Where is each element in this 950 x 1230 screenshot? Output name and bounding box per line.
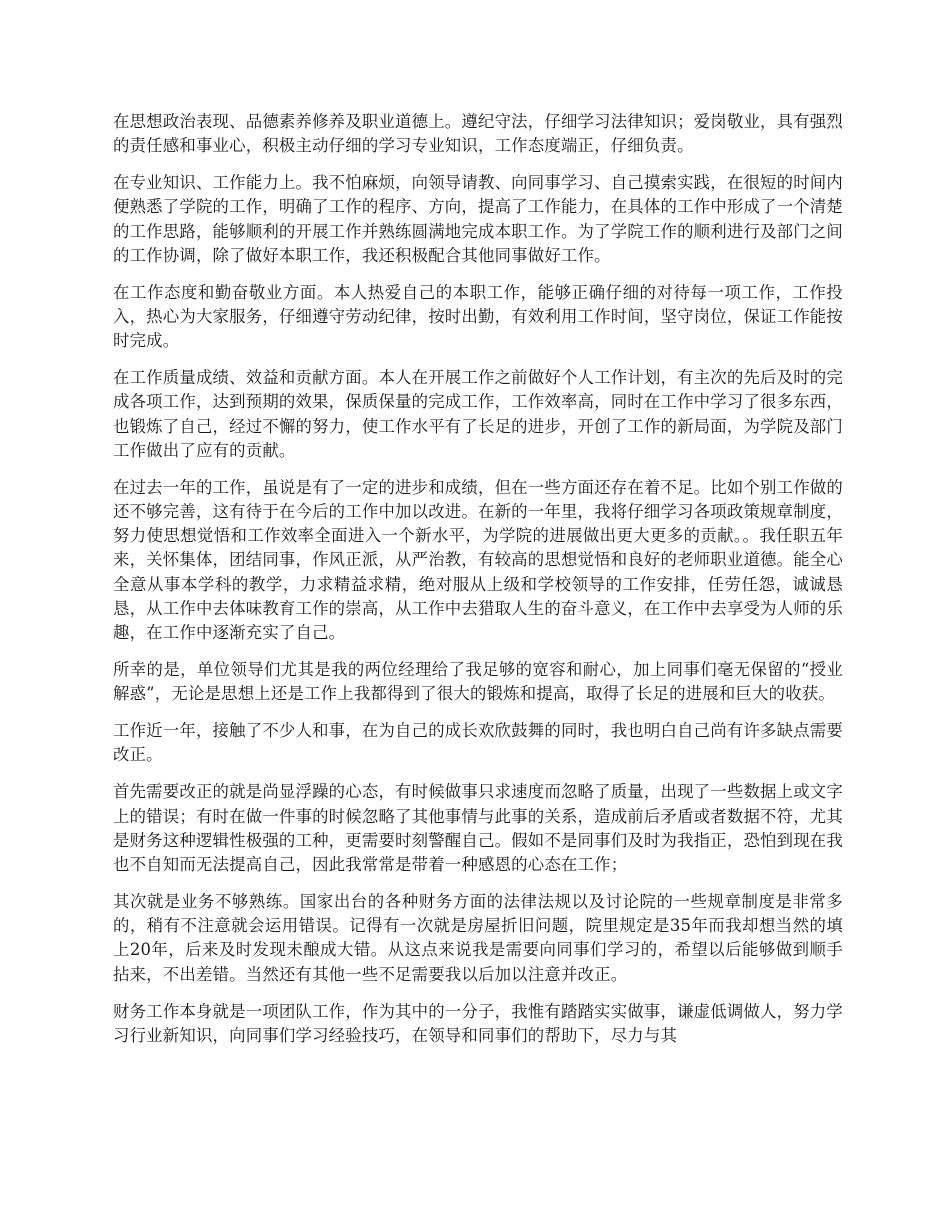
paragraph-ideology: 在思想政治表现、品德素养修养及职业道德上。遵纪守法，仔细学习法律知识；爱岗敬业，具有强烈的责任感和事业心，积极主动仔细的学习专业知识，工作态度端正，仔细负责。 xyxy=(113,112,843,156)
paragraph-work-attitude: 在工作态度和勤奋敬业方面。本人热爱自己的本职工作，能够正确仔细的对待每一项工作，工作投入，热心为大家服务，仔细遵守劳动纪律，按时出勤，有效利用工作时间，坚守岗位，保证工作能按时完成。 xyxy=(113,282,843,351)
paragraph-first-improvement: 首先需要改正的就是尚显浮躁的心态，有时候做事只求速度而忽略了质量，出现了一些数据上或文字上的错误；有时在做一件事的时候忽略了其他事情与此事的关系，造成前后矛盾或者数据不符，尤其是财务这种逻辑性极强的工种，更需要时刻警醒自己。假如不是同事们及时为我指正，恐怕到现在我也不自知而无法提高自己，因此我常常是带着一种感恩的心态在工作； xyxy=(113,782,843,875)
paragraph-second-improvement: 其次就是业务不够熟练。国家出台的各种财务方面的法律法规以及讨论院的一些规章制度是非常多的，稍有不注意就会运用错误。记得有一次就是房屋折旧问题，院里规定是35年而我却想当然的填上20年，后来及时发现未酿成大错。从这点来说我是需要向同事们学习的，希望以后能够做到顺手拈来，不出差错。当然还有其他一些不足需要我以后加以注意并改正。 xyxy=(113,892,843,984)
document-body xyxy=(113,110,843,1061)
paragraph-shortcomings-intro: 工作近一年，接触了不少人和事，在为自己的成长欢欣鼓舞的同时，我也明白自己尚有许多缺点需要改正。 xyxy=(113,721,843,765)
paragraph-work-quality: 在工作质量成绩、效益和贡献方面。本人在开展工作之前做好个人工作计划，有主次的先后及时的完成各项工作，达到预期的效果，保质保量的完成工作，工作效率高，同时在工作中学习了很多东西，也锻炼了自己，经过不懈的努力，使工作水平有了长足的进步，开创了工作的新局面，为学院及部门工作做出了应有的贡献。 xyxy=(113,368,843,460)
paragraph-professional-skills: 在专业知识、工作能力上。我不怕麻烦，向领导请教、向同事学习、自己摸索实践，在很短的时间内便熟悉了学院的工作，明确了工作的程序、方向，提高了工作能力，在具体的工作中形成了一个清楚的工作思路，能够顺利的开展工作并熟练圆满地完成本职工作。为了学院工作的顺利进行及部门之间的工作协调，除了做好本职工作，我还积极配合其他同事做好工作。 xyxy=(113,173,843,265)
paragraph-teamwork: 财务工作本身就是一项团队工作，作为其中的一分子，我惟有踏踏实实做事，谦虚低调做人，努力学习行业新知识，向同事们学习经验技巧，在领导和同事们的帮助下，尽力与其 xyxy=(113,1001,843,1045)
paragraph-gratitude: 所幸的是，单位领导们尤其是我的两位经理给了我足够的宽容和耐心，加上同事们毫无保留的“授业解惑”，无论是思想上还是工作上我都得到了很大的锻炼和提高，取得了长足的进展和巨大的收获。 xyxy=(113,660,843,704)
paragraph-past-year: 在过去一年的工作，虽说是有了一定的进步和成绩，但在一些方面还存在着不足。比如个别工作做的还不够完善，这有待于在今后的工作中加以改进。在新的一年里，我将仔细学习各项政策规章制度，努力使思想觉悟和工作效率全面进入一个新水平，为学院的进展做出更大更多的贡献。。我任职五年来，关怀集体，团结同事，作风正派，从严治教，有较高的思想觉悟和良好的老师职业道德。能全心全意从事本学科的教学，力求精益求精，绝对服从上级和学校领导的工作安排，任劳任怨，诚诚恳恳，从工作中去体味教育工作的崇高，从工作中去猎取人生的奋斗意义，在工作中去享受为人师的乐趣，在工作中逐渐充实了自己。 xyxy=(113,477,843,643)
